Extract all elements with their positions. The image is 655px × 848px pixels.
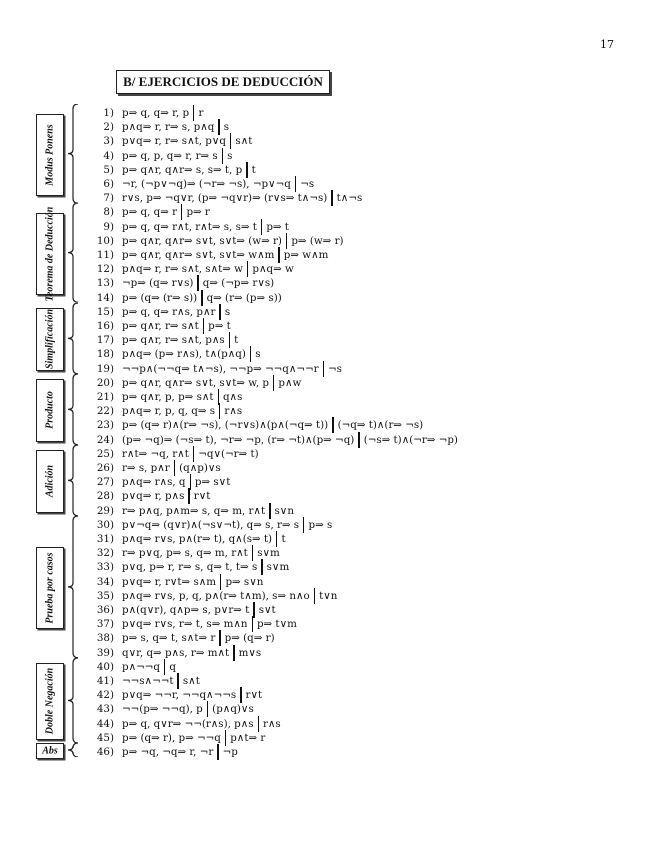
section-label: Teorema de Deducción [44, 206, 56, 302]
exercise-conclusion: t∧¬s [336, 192, 363, 205]
section-label-box [36, 450, 64, 513]
exercise-conclusion: p⇒ t [208, 320, 231, 332]
exercise-premises: p∨¬q⇒ (q∨r)∧(¬s∨¬t), q⇒ s, r⇒ s [122, 518, 300, 531]
exercise-premises: p⇒ q∧r, r⇒ s∧t, p∧s [122, 334, 225, 347]
exercise-number: 9) [103, 220, 114, 233]
section-label: Simplificación [44, 309, 56, 370]
section-label-box [36, 379, 64, 442]
exercise-conclusion: p⇒ r [186, 206, 210, 219]
exercise-number: 16) [96, 320, 114, 332]
exercise-number: 10) [96, 234, 114, 247]
exercise-number: 29) [96, 504, 114, 517]
exercise-premises: p⇒ q∧r, q∧r⇒ s∨t, s∨t⇒ w, p [122, 376, 270, 389]
exercise-number: 20) [96, 376, 114, 389]
turnstile-mark [358, 432, 359, 448]
exercise-number: 23) [96, 419, 114, 432]
exercise-premises: ¬p⇒ (q⇒ r∨s) [122, 277, 194, 290]
exercise-number: 45) [96, 731, 114, 744]
section-brace [66, 374, 80, 445]
exercise-conclusion: p∧t⇒ r [230, 731, 266, 744]
exercise-premises: p∧¬¬q [122, 660, 160, 673]
exercise-premises: r⇒ p∨q, p⇒ s, q⇒ m, r∧t [122, 547, 248, 560]
exercise-line [84, 744, 238, 760]
page-number: 17 [600, 38, 614, 51]
exercise-premises: p⇒ (q⇒ r), p⇒ ¬¬q [122, 731, 221, 744]
section-label-box [36, 743, 64, 759]
exercise-conclusion: s∨t [258, 604, 276, 616]
section-label: Doble Negación [44, 668, 56, 735]
exercise-conclusion: r∨t [193, 490, 211, 503]
exercise-number: 15) [96, 305, 114, 318]
section-brace [66, 658, 80, 743]
exercise-conclusion: s∧t [182, 675, 200, 687]
exercise-conclusion: ¬q∨(¬r⇒ t) [198, 447, 259, 460]
exercise-number: 4) [103, 149, 114, 162]
exercise-conclusion: s [227, 149, 233, 162]
exercise-premises: p∧q⇒ r, r⇒ s∧t, s∧t⇒ w [122, 263, 243, 276]
exercise-conclusion: t [251, 163, 256, 176]
exercise-conclusion: p∧w [278, 376, 302, 389]
exercise-number: 2) [103, 121, 114, 134]
exercise-premises: p∨q⇒ r∨s, r⇒ t, s⇒ m∧n [122, 618, 248, 631]
exercise-conclusion: p⇒ t∨m [256, 618, 297, 631]
exercise-premises: p⇒ q, q⇒ r [122, 206, 178, 219]
exercise-conclusion: r [198, 107, 204, 119]
exercise-conclusion: q⇒ (¬p⇒ r∨s) [202, 277, 275, 290]
exercise-premises: p⇒ s, q⇒ t, s∧t⇒ r [122, 632, 216, 645]
exercise-conclusion: p⇒ w∧m [283, 249, 329, 261]
exercise-premises: r⇒ s, p∧r [122, 462, 170, 474]
exercise-premises: p⇒ (q⇒ (r⇒ s)) [122, 291, 198, 304]
exercise-number: 32) [96, 547, 114, 560]
exercise-conclusion: r∨t [245, 689, 263, 702]
exercise-premises: p∧q⇒ r∨s, p, q, p∧(r⇒ t∧m), s⇒ n∧o [122, 589, 310, 602]
exercise-premises: q∨r, q⇒ p∧s, r⇒ m∧t [122, 646, 230, 659]
section-brace [66, 203, 80, 302]
exercise-number: 21) [96, 391, 114, 403]
exercise-conclusion: q [169, 660, 176, 673]
exercise-premises: p⇒ q∧r, r⇒ s∧t [122, 320, 199, 332]
exercise-premises: p⇒ q, p, q⇒ r, r⇒ s [122, 149, 218, 162]
turnstile-mark [323, 361, 324, 377]
exercise-number: 35) [96, 589, 114, 602]
exercise-number: 22) [96, 405, 114, 418]
exercise-number: 17) [96, 334, 114, 347]
exercise-number: 1) [103, 107, 114, 119]
exercise-number: 36) [96, 604, 114, 616]
exercise-premises: p∨q⇒ r, r⇒ s∧t, p∨q [122, 135, 227, 148]
section-label: Modus Ponens [44, 123, 56, 186]
exercise-premises: ¬r, (¬p∨¬q)⇒ (¬r⇒ ¬s), ¬p∨¬q [122, 178, 291, 190]
exercise-conclusion: s [255, 348, 261, 361]
exercise-conclusion: s [224, 305, 231, 318]
section-label: Abs [42, 745, 58, 757]
exercise-premises: p∧q⇒ r, r⇒ s, p∧q [122, 121, 215, 134]
exercise-conclusion: (p∧q)∨s [212, 703, 254, 716]
exercise-premises: p∨q⇒ ¬¬r, ¬¬q∧¬¬s [122, 689, 237, 702]
section-label-box [36, 114, 64, 196]
exercise-number: 18) [96, 348, 114, 361]
exercise-number: 39) [96, 646, 114, 659]
exercise-number: 28) [96, 490, 114, 503]
exercise-conclusion: t [281, 533, 286, 545]
exercise-premises: p∨q⇒ r, p∧s [122, 490, 185, 503]
exercise-conclusion: ¬s [328, 362, 342, 375]
exercise-conclusion: r∧s [262, 717, 281, 730]
exercise-conclusion: t∨n [319, 589, 338, 602]
turnstile-mark [233, 645, 234, 661]
exercise-number: 8) [103, 206, 114, 219]
section-label-box [36, 206, 64, 302]
exercise-premises: p⇒ (q⇒ r)∧(r⇒ ¬s), (¬r∨s)∧(p∧(¬q⇒ t)) [122, 419, 329, 432]
section-brace [66, 516, 80, 658]
exercise-premises: ¬¬(p⇒ ¬¬q), p [122, 703, 203, 716]
exercise-number: 46) [96, 746, 114, 758]
section-label-box [36, 547, 64, 629]
section-brace [66, 303, 80, 374]
exercise-conclusion: p⇒ (q⇒ r) [224, 632, 275, 645]
exercise-conclusion: s∨m [266, 561, 290, 574]
exercise-conclusion: q∧s [222, 391, 243, 403]
exercise-conclusion: p⇒ (w⇒ r) [291, 234, 344, 247]
turnstile-mark [217, 744, 218, 760]
exercise-conclusion: p∧q⇒ w [252, 263, 294, 276]
exercise-premises: p∨q, p⇒ r, r⇒ s, q⇒ t, t⇒ s [122, 561, 258, 574]
exercise-number: 14) [96, 291, 114, 304]
section-label-box [36, 308, 64, 371]
turnstile-mark [273, 375, 274, 391]
exercise-premises: p∧q⇒ r∨s, p∧(r⇒ t), q∧(s⇒ t) [122, 533, 273, 545]
exercise-premises: p⇒ q∧r, q∧r⇒ s, s⇒ t, p [122, 163, 243, 176]
exercise-number: 37) [96, 618, 114, 631]
exercise-number: 25) [96, 447, 114, 460]
exercise-conclusion: (q∧p)∨s [179, 462, 221, 474]
exercise-premises: r⇒ p∧q, p∧m⇒ s, q⇒ m, r∧t [122, 504, 266, 517]
exercise-conclusion: s∨n [274, 504, 294, 517]
section-brace [66, 743, 80, 757]
exercise-premises: p⇒ q, q∨r⇒ ¬¬(r∧s), p∧s [122, 717, 254, 730]
exercise-conclusion: q⇒ (r⇒ (p⇒ s)) [206, 291, 282, 304]
exercise-conclusion: ¬p [222, 746, 238, 758]
exercise-number: 12) [96, 263, 114, 276]
exercise-number: 30) [96, 518, 114, 531]
exercise-premises: p∧q⇒ r, p, q, q⇒ s [122, 405, 216, 418]
exercise-number: 43) [96, 703, 114, 716]
exercise-conclusion: s [223, 121, 230, 134]
exercise-premises: p⇒ q, q⇒ r∧t, r∧t⇒ s, s⇒ t [122, 220, 257, 233]
exercise-number: 31) [96, 533, 114, 545]
exercise-conclusion: (¬q⇒ t)∧(r⇒ ¬s) [337, 419, 424, 432]
exercise-number: 33) [96, 561, 114, 574]
exercise-premises: p⇒ q∧r, q∧r⇒ s∨t, s∨t⇒ w∧m [122, 249, 275, 261]
exercise-number: 42) [96, 689, 114, 702]
exercise-premises: (p⇒ ¬q)⇒ (¬s⇒ t), ¬r⇒ ¬p, (r⇒ ¬t)∧(p⇒ ¬q) [122, 433, 355, 446]
exercise-premises: ¬¬p∧(¬¬q⇒ t∧¬s), ¬¬p⇒ ¬¬q∧¬¬r [122, 362, 319, 375]
exercise-number: 26) [96, 462, 114, 474]
exercise-conclusion: p⇒ s [308, 518, 333, 531]
exercise-conclusion: (¬s⇒ t)∧(¬r⇒ ¬p) [363, 433, 458, 446]
exercise-premises: p⇒ ¬q, ¬q⇒ r, ¬r [122, 746, 214, 758]
exercise-premises: p⇒ q, q⇒ r, p [122, 107, 190, 119]
turnstile-mark [314, 588, 315, 604]
exercise-conclusion: s∧t [235, 135, 253, 148]
exercise-premises: p∨q⇒ r, r∨t⇒ s∧m [122, 575, 217, 588]
turnstile-mark [303, 517, 304, 533]
exercise-premises: r∨s, p⇒ ¬q∨r, (p⇒ ¬q∨r)⇒ (r∨s⇒ t∧¬s) [122, 192, 328, 205]
exercise-conclusion: p⇒ t [266, 220, 289, 233]
section-label: Adición [44, 465, 56, 498]
exercise-premises: p∧(q∨r), q∧p⇒ s, p∨r⇒ t [122, 604, 250, 616]
exercise-number: 6) [103, 178, 114, 190]
exercise-premises: p⇒ q∧r, p, p⇒ s∧t [122, 391, 214, 403]
exercise-number: 5) [103, 163, 114, 176]
exercise-number: 34) [96, 575, 114, 588]
exercise-number: 3) [103, 135, 114, 148]
exercise-number: 11) [96, 249, 114, 261]
exercise-premises: p∧q⇒ r∧s, q [122, 476, 186, 489]
exercise-number: 41) [96, 675, 114, 687]
exercise-number: 24) [96, 433, 114, 446]
exercise-conclusion: p⇒ s∨n [225, 575, 264, 588]
exercise-premises: r∧t⇒ ¬q, r∧t [122, 447, 189, 460]
exercise-premises: p∧q⇒ (p⇒ r∧s), t∧(p∧q) [122, 348, 246, 361]
section-brace [66, 104, 80, 203]
exercise-number: 13) [96, 277, 114, 290]
exercise-number: 38) [96, 632, 114, 645]
exercise-number: 19) [96, 362, 114, 375]
section-label: Prueba por casos [44, 552, 56, 624]
turnstile-mark [331, 190, 332, 206]
exercise-premises: p⇒ q∧r, q∧r⇒ s∨t, s∨t⇒ (w⇒ r) [122, 234, 282, 247]
exercise-number: 27) [96, 476, 114, 489]
exercise-conclusion: s∨m [257, 547, 280, 560]
exercise-conclusion: p⇒ s∨t [194, 476, 231, 489]
exercise-number: 7) [103, 192, 114, 205]
exercise-conclusion: t [234, 334, 239, 347]
section-label-box [36, 663, 64, 740]
exercise-conclusion: ¬s [300, 178, 315, 190]
exercise-number: 44) [96, 717, 114, 730]
exercise-conclusion: r∧s [224, 405, 243, 418]
exercise-premises: ¬¬s∧¬¬t [122, 675, 174, 687]
exercise-number: 40) [96, 660, 114, 673]
exercise-premises: p⇒ q, q⇒ r∧s, p∧r [122, 305, 216, 318]
section-brace [66, 445, 80, 516]
section-title: B/ EJERCICIOS DE DEDUCCIÓN [116, 70, 330, 94]
section-label: Producto [44, 391, 56, 430]
exercise-conclusion: m∨s [238, 646, 262, 659]
